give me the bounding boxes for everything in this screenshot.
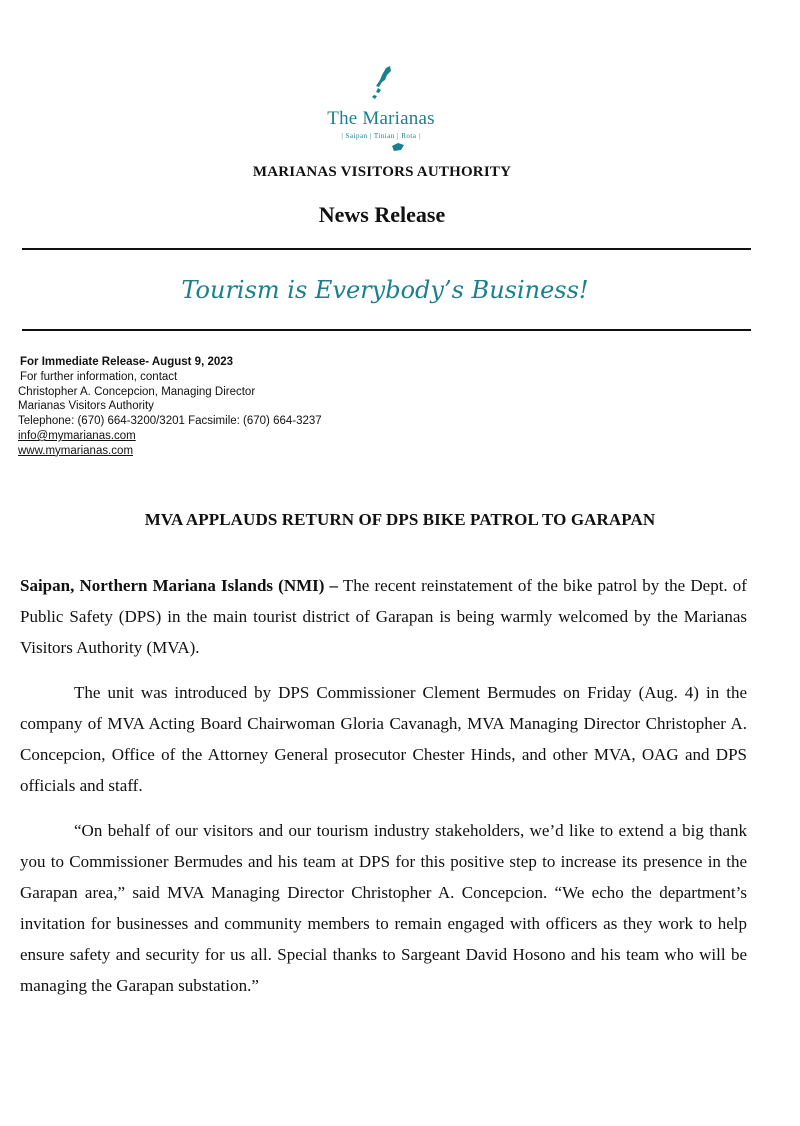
contact-name: Christopher A. Concepcion, Managing Director [18, 385, 256, 398]
dateline: Saipan, Northern Mariana Islands (NMI) – [20, 576, 339, 595]
logo-title: The Marianas [327, 108, 435, 129]
paragraph-1 [20, 570, 747, 663]
logo-subtitle: | Saipan | Tinian | Rota | [341, 132, 421, 140]
contact-block [18, 355, 322, 459]
organization-name: MARIANAS VISITORS AUTHORITY [252, 164, 512, 180]
marianas-logo [316, 62, 446, 158]
document-type-title: News Release [318, 202, 446, 227]
bottom-divider [22, 329, 751, 331]
website-link[interactable]: www.mymarianas.com [18, 444, 134, 457]
release-date: For Immediate Release- August 9, 2023 [20, 356, 234, 368]
article-body [20, 570, 747, 1015]
contact-phone: Telephone: (670) 664-3200/3201 Facsimile: (670) 664-3237 [18, 415, 322, 428]
paragraph-2: The unit was introduced by DPS Commissioner Clement Bermudes on Friday (Aug. 4) in the company of MVA Acting Board Chairwoman Gloria Cavanagh, MVA Managing Director Christopher A. Concepcion, Office of the Attorney General prosecutor Chester Hinds, and other MVA, OAG and DPS officials and staff. [20, 683, 747, 795]
paragraph-1-text: The recent reinstatement of the bike patrol by the Dept. of Public Safety (DPS) in the main tourist district of Garapan is being warmly welcomed by the Marianas Visitors Authority (MVA). [20, 576, 747, 657]
contact-intro: For further information, contact [20, 370, 178, 383]
article-headline: MVA APPLAUDS RETURN OF DPS BIKE PATROL TO GARAPAN [144, 510, 656, 529]
top-divider [22, 248, 751, 250]
tagline: Tourism is Everybody’s Business! [181, 276, 589, 304]
paragraph-3: “On behalf of our visitors and our tourism industry stakeholders, we’d like to extend a big thank you to Commissioner Bermudes and his team at DPS for this positive step to increase its presence in the Garapan area,” said MVA Managing Director Christopher A. Concepcion. “We echo the department’s invitation for businesses and community members to remain engaged with officers as they work to help ensure safety and security for us all. Special thanks to Sargeant David Hosono and his team who will be managing the Garapan substation.” [20, 821, 747, 995]
email-link[interactable]: info@mymarianas.com [18, 429, 136, 442]
contact-organization: Marianas Visitors Authority [18, 400, 154, 413]
